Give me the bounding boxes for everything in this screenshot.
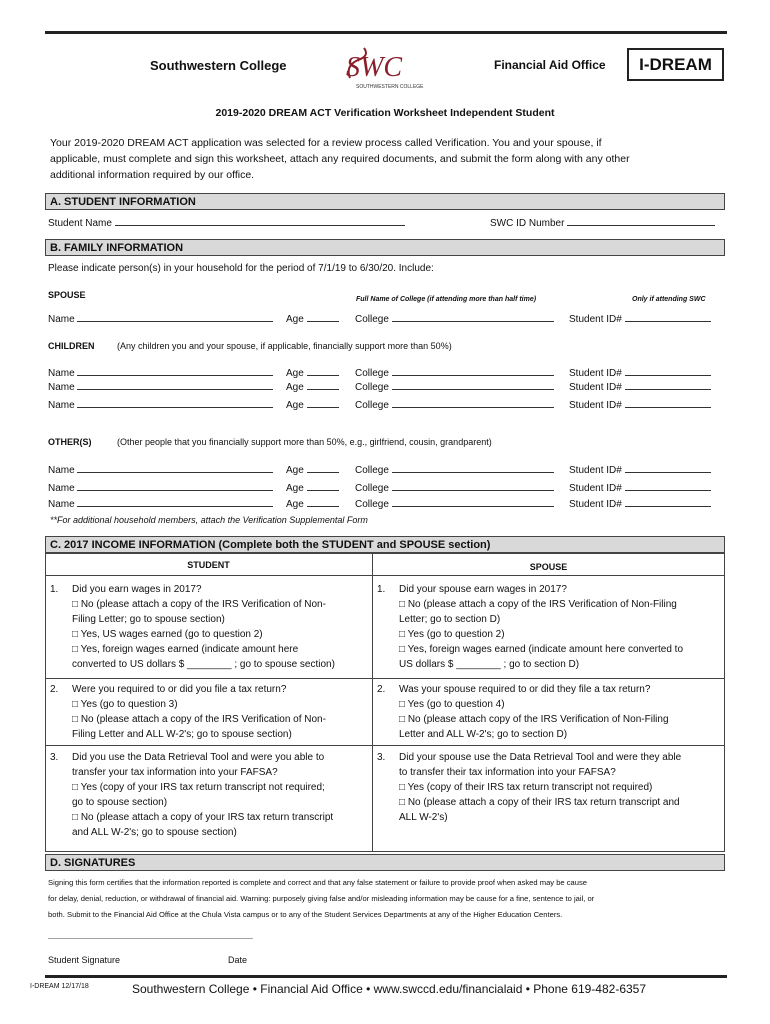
college-field[interactable] xyxy=(392,497,554,507)
question-line[interactable]: □ Yes (go to question 2) xyxy=(399,629,505,640)
spouse-column-header: SPOUSE xyxy=(529,562,568,572)
question-line[interactable]: □ No (please attach copy of the IRS Verification of Non-Filing xyxy=(399,714,669,725)
name-field[interactable] xyxy=(77,481,273,491)
question-body xyxy=(399,750,681,825)
question-line[interactable]: □ No (please attach a copy of their IRS tax return transcript and xyxy=(399,797,680,808)
logo-subtext: SOUTHWESTERN COLLEGE xyxy=(356,84,424,90)
question-line[interactable]: □ Yes (copy of their IRS tax return transcript not required) xyxy=(399,782,653,793)
name-label: Name xyxy=(48,368,75,379)
child-college-2 xyxy=(355,398,554,411)
other-name-2 xyxy=(48,497,273,510)
question-line: ALL W-2's) xyxy=(399,812,448,823)
name-label: Name xyxy=(48,483,75,494)
name-field[interactable] xyxy=(77,312,273,322)
question-line[interactable]: □ Yes, foreign wages earned (indicate amount here converted to xyxy=(399,644,683,655)
_pq-question-1 xyxy=(377,582,697,682)
question-line[interactable]: □ No (please attach a copy of the IRS Verification of Non- xyxy=(72,599,326,610)
question-line: go to spouse section) xyxy=(72,797,168,808)
student-id-label: Student ID# xyxy=(569,483,622,494)
name-field[interactable] xyxy=(77,497,273,507)
_pq-question-3 xyxy=(377,750,697,850)
footer-text: Southwestern College • Financial Aid Office • www.swccd.edu/financialaid • Phone 619-482-6357 xyxy=(132,982,647,996)
question-line[interactable]: □ Yes (go to question 3) xyxy=(72,699,178,710)
child-college-0 xyxy=(355,366,554,379)
question-line[interactable]: □ No (please attach a copy of the IRS Verification of Non-Filing xyxy=(399,599,677,610)
others-label: OTHER(S) xyxy=(48,437,92,447)
student-id-label: Student ID# xyxy=(569,382,622,393)
question-line[interactable]: □ Yes (go to question 4) xyxy=(399,699,505,710)
student-id-label: Student ID# xyxy=(569,314,622,325)
age-label: Age xyxy=(286,382,304,393)
college-note: Full Name of College (if attending more than half time) xyxy=(356,296,537,303)
question-number: 2. xyxy=(50,684,59,695)
student-id-label: Student ID# xyxy=(569,368,622,379)
age-label: Age xyxy=(286,483,304,494)
question-number: 1. xyxy=(377,584,386,595)
cert-line-2: for delay, denial, reduction, or withdrawal of financial aid. Warning: purposely giving false and/or misleading information may be cause for a fine, sentence to jail, or xyxy=(48,894,595,903)
college-label: College xyxy=(355,382,389,393)
question-line: to transfer their tax information into your FAFSA? xyxy=(399,767,616,778)
question-body xyxy=(72,582,335,672)
section-b-heading: B. FAMILY INFORMATION xyxy=(45,239,725,256)
name-field[interactable] xyxy=(77,463,273,473)
student-id-field[interactable] xyxy=(625,481,711,491)
name-label: Name xyxy=(48,499,75,510)
child-name-1 xyxy=(48,380,273,393)
other-age-0 xyxy=(286,463,339,476)
student-id-field[interactable] xyxy=(625,380,711,390)
office-name: Financial Aid Office xyxy=(494,58,606,72)
question-line[interactable]: □ Yes (copy of your IRS tax return transcript not required; xyxy=(72,782,325,793)
other-student-id-1 xyxy=(569,481,711,494)
others-desc: (Other people that you financially support more than 50%, e.g., girlfriend, cousin, grandparent) xyxy=(117,437,492,447)
children-label: CHILDREN xyxy=(48,341,95,351)
name-label: Name xyxy=(48,465,75,476)
swc-logo xyxy=(340,38,432,92)
child-age-2 xyxy=(286,398,339,411)
income-table-divider xyxy=(372,553,373,852)
college-field[interactable] xyxy=(392,481,554,491)
college-field[interactable] xyxy=(392,380,554,390)
student-id-field[interactable] xyxy=(625,312,711,322)
question-body xyxy=(399,582,683,672)
date-label: Date xyxy=(228,955,248,965)
spouse-student-id-0 xyxy=(569,312,711,325)
question-line: Did your spouse use the Data Retrieval Tool and were they able xyxy=(399,752,682,763)
question-line: Letter; go to section D) xyxy=(399,614,501,625)
other-college-2 xyxy=(355,497,554,510)
question-line: Was your spouse required to or did they file a tax return? xyxy=(399,684,651,695)
swc-id-field[interactable] xyxy=(567,216,715,226)
question-line: Did you earn wages in 2017? xyxy=(72,584,202,595)
name-label: Name xyxy=(48,314,75,325)
signature-line[interactable]: ______________________________________________ xyxy=(48,930,253,939)
question-number: 1. xyxy=(50,584,59,595)
question-line: Did your spouse earn wages in 2017? xyxy=(399,584,567,595)
section-a-heading: A. STUDENT INFORMATION xyxy=(45,193,725,210)
question-line: converted to US dollars $ ________ ; go to spouse section) xyxy=(72,659,335,670)
section-c-heading: C. 2017 INCOME INFORMATION (Complete both the STUDENT and SPOUSE section) xyxy=(45,536,725,553)
question-line[interactable]: □ No (please attach a copy of the IRS Verification of Non- xyxy=(72,714,326,725)
student-signature-label: Student Signature xyxy=(48,955,121,965)
child-student-id-0 xyxy=(569,366,711,379)
college-label: College xyxy=(355,314,389,325)
children-desc: (Any children you and your spouse, if applicable, financially support more than 50%) xyxy=(117,341,452,351)
student-id-label: Student ID# xyxy=(569,499,622,510)
student-name-field[interactable] xyxy=(115,216,405,226)
swc-note: Only if attending SWC xyxy=(632,296,706,303)
age-field[interactable] xyxy=(307,366,339,376)
other-college-1 xyxy=(355,481,554,494)
question-line[interactable]: □ No (please attach a copy of your IRS tax return transcript xyxy=(72,812,334,823)
college-field[interactable] xyxy=(392,312,554,322)
student-id-field[interactable] xyxy=(625,497,711,507)
college-field[interactable] xyxy=(392,366,554,376)
_sq-question-1 xyxy=(50,582,370,682)
child-name-0 xyxy=(48,366,273,379)
student-id-field[interactable] xyxy=(625,366,711,376)
question-number: 3. xyxy=(50,752,59,763)
spouse-age-0 xyxy=(286,312,339,325)
top-rule xyxy=(45,31,727,34)
question-line: Filing Letter and ALL W-2's; go to spouse section) xyxy=(72,729,292,740)
college-label: College xyxy=(355,400,389,411)
college-label: College xyxy=(355,368,389,379)
question-line: Letter and ALL W-2's; go to section D) xyxy=(399,729,568,740)
question-line: transfer your tax information into your FAFSA? xyxy=(72,767,278,778)
question-line: Were you required to or did you file a tax return? xyxy=(72,684,287,695)
child-age-1 xyxy=(286,380,339,393)
college-field[interactable] xyxy=(392,398,554,408)
college-label: College xyxy=(355,483,389,494)
logo-text: SWC xyxy=(346,52,402,83)
intro-line-3: additional information required by our office. xyxy=(50,169,255,181)
child-student-id-1 xyxy=(569,380,711,393)
age-label: Age xyxy=(286,368,304,379)
spouse-college-0 xyxy=(355,312,554,325)
question-line[interactable]: □ Yes, foreign wages earned (indicate amount here xyxy=(72,644,299,655)
question-body xyxy=(399,682,669,742)
intro-line-2: applicable, must complete and sign this worksheet, attach any required documents, and submit the form along with any other xyxy=(50,153,630,165)
student-id-field[interactable] xyxy=(625,463,711,473)
age-field[interactable] xyxy=(307,463,339,473)
age-field[interactable] xyxy=(307,398,339,408)
name-field[interactable] xyxy=(77,366,273,376)
other-student-id-2 xyxy=(569,497,711,510)
question-line[interactable]: □ Yes, US wages earned (go to question 2) xyxy=(72,629,263,640)
spouse-label: SPOUSE xyxy=(48,290,86,300)
intro-line-1: Your 2019-2020 DREAM ACT application was selected for a review process called Verification. You and your spouse, if xyxy=(50,137,602,149)
college-label: College xyxy=(355,465,389,476)
form-code: I-DREAM 12/17/18 xyxy=(30,983,89,990)
college-label: College xyxy=(355,499,389,510)
question-number: 2. xyxy=(377,684,386,695)
bottom-rule xyxy=(45,975,727,978)
question-line: and ALL W-2's; go to spouse section) xyxy=(72,827,237,838)
family-intro: Please indicate person(s) in your household for the period of 7/1/19 to 6/30/20. Include: xyxy=(48,263,434,274)
spouse-name-0 xyxy=(48,312,273,325)
student-id-label: Student ID# xyxy=(569,400,622,411)
other-age-1 xyxy=(286,481,339,494)
student-id-field[interactable] xyxy=(625,398,711,408)
age-field[interactable] xyxy=(307,380,339,390)
_sq-question-3 xyxy=(50,750,370,850)
section-d-heading: D. SIGNATURES xyxy=(45,854,725,871)
other-college-0 xyxy=(355,463,554,476)
age-field[interactable] xyxy=(307,312,339,322)
cert-line-3: both. Submit to the Financial Aid Office at the Chula Vista campus or to any of the Student Services Departments at any of the Higher Education Centers. xyxy=(48,910,563,919)
form-badge: I-DREAM xyxy=(627,48,724,81)
other-student-id-0 xyxy=(569,463,711,476)
household-footnote: **For additional household members, attach the Verification Supplemental Form xyxy=(50,515,368,525)
name-label: Name xyxy=(48,400,75,411)
name-field[interactable] xyxy=(77,398,273,408)
other-name-0 xyxy=(48,463,273,476)
swc-id-label: SWC ID Number xyxy=(490,216,715,229)
age-label: Age xyxy=(286,400,304,411)
age-label: Age xyxy=(286,314,304,325)
student-id-label: Student ID# xyxy=(569,465,622,476)
question-body xyxy=(72,682,326,742)
child-age-0 xyxy=(286,366,339,379)
college-field[interactable] xyxy=(392,463,554,473)
child-college-1 xyxy=(355,380,554,393)
other-name-1 xyxy=(48,481,273,494)
student-column-header: STUDENT xyxy=(187,560,230,570)
question-body xyxy=(72,750,333,840)
age-label: Age xyxy=(286,499,304,510)
cert-line-1: Signing this form certifies that the information reported is complete and correct and that any false statement or failure to provide proof when asked may be cause xyxy=(48,878,588,887)
question-line: US dollars $ ________ ; go to section D) xyxy=(399,659,580,670)
child-student-id-2 xyxy=(569,398,711,411)
name-field[interactable] xyxy=(77,380,273,390)
age-label: Age xyxy=(286,465,304,476)
child-name-2 xyxy=(48,398,273,411)
question-number: 3. xyxy=(377,752,386,763)
other-age-2 xyxy=(286,497,339,510)
question-line: Filing Letter; go to spouse section) xyxy=(72,614,225,625)
form-title: 2019-2020 DREAM ACT Verification Worksheet Independent Student xyxy=(215,107,555,119)
question-line: Did you use the Data Retrieval Tool and were you able to xyxy=(72,752,325,763)
age-field[interactable] xyxy=(307,497,339,507)
college-name: Southwestern College xyxy=(150,58,287,73)
name-label: Name xyxy=(48,382,75,393)
student-name-label: Student Name xyxy=(48,216,405,229)
age-field[interactable] xyxy=(307,481,339,491)
income-row-line-1 xyxy=(45,575,725,576)
